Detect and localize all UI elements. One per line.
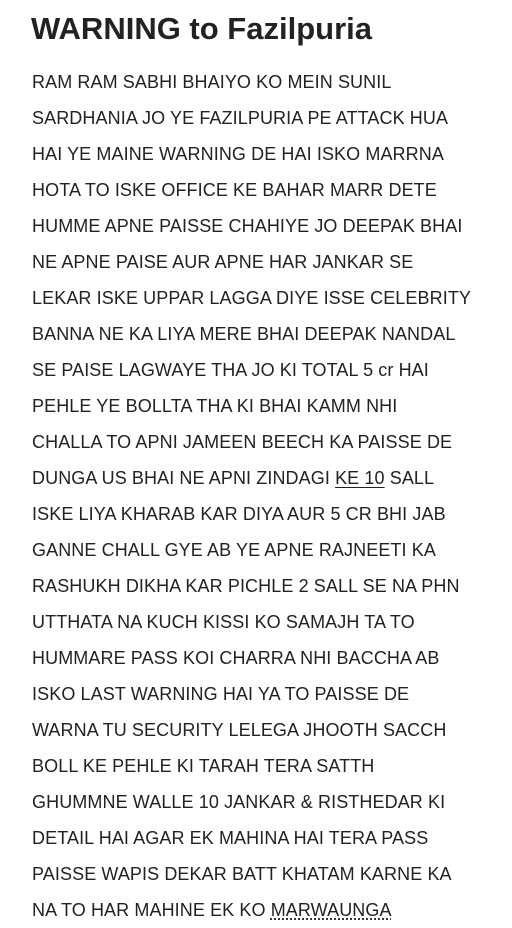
text-line: WARNA TU SECURITY LELEGA JHOOTH SACCH [32,720,447,740]
text-line: RASHUKH DIKHA KAR PICHLE 2 SALL SE NA PHN [32,576,460,596]
text-line: NE APNE PAISE AUR APNE HAR JANKAR SE [32,252,414,272]
text-line: DETAIL HAI AGAR EK MAHINA HAI TERA PASS [32,828,429,848]
text-line: PAISSE WAPIS DEKAR BATT KHATAM KARNE KA [32,864,452,884]
text-line: UTTHATA NA KUCH KISSI KO SAMAJH TA TO [32,612,415,632]
text-segment: SALL [384,468,435,488]
text-line: ISKE LIYA KHARAB KAR DIYA AUR 5 CR BHI JAB [32,504,446,524]
text-segment: NA TO HAR MAHINE EK KO [32,900,271,920]
underlined-text: MARWAUNGA [270,900,392,920]
text-line: HAI YE MAINE WARNING DE HAI ISKO MARRNA [32,144,444,164]
text-line: BANNA NE KA LIYA MERE BHAI DEEPAK NANDAL [32,324,456,344]
document-body [32,64,504,928]
underlined-text: KE 10 [335,468,385,488]
text-line: CHALLA TO APNI JAMEEN BEECH KA PAISSE DE [32,432,453,452]
text-line: HOTA TO ISKE OFFICE KE BAHAR MARR DETE [32,180,437,200]
text-segment: DUNGA US BHAI NE APNI ZINDAGI [32,468,336,488]
text-line: PEHLE YE BOLLTA THA KI BHAI KAMM NHI [32,396,398,416]
text-line [32,460,504,496]
text-line: ISKO LAST WARNING HAI YA TO PAISSE DE [32,684,410,704]
text-line: BOLL KE PEHLE KI TARAH TERA SATTH [32,756,375,776]
text-line: RAM RAM SABHI BHAIYO KO MEIN SUNIL [32,72,392,92]
text-line: SARDHANIA JO YE FAZILPURIA PE ATTACK HUA [32,108,449,128]
document-title: WARNING to Fazilpuria [31,11,372,46]
text-line: LEKAR ISKE UPPAR LAGGA DIYE ISSE CELEBRITY [32,288,472,308]
text-line: GHUMMNE WALLE 10 JANKAR & RISTHEDAR KI [32,792,446,812]
text-line: HUMMARE PASS KOI CHARRA NHI BACCHA AB [32,648,440,668]
text-line: HUMME APNE PAISSE CHAHIYE JO DEEPAK BHAI [32,216,463,236]
text-line: GANNE CHALL GYE AB YE APNE RAJNEETI KA [32,540,436,560]
text-line: SE PAISE LAGWAYE THA JO KI TOTAL 5 cr HAI [32,360,429,380]
